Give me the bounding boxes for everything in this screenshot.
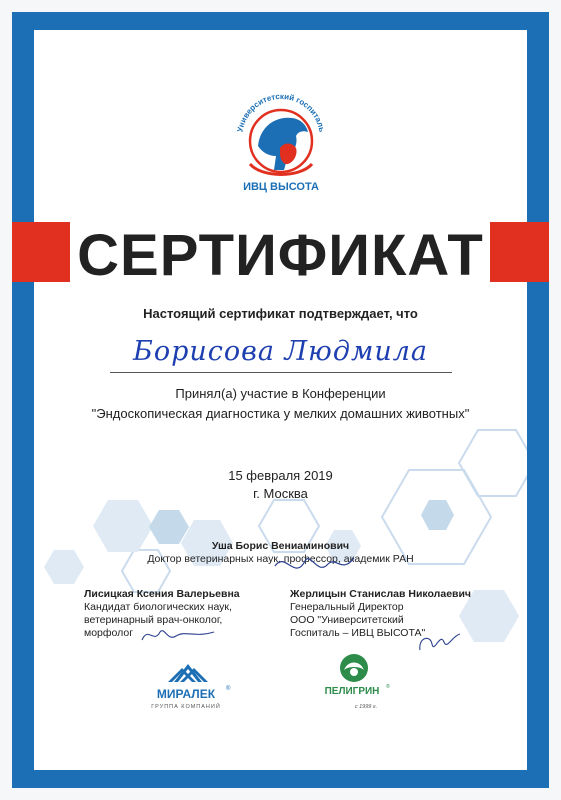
signatory-right-line2: ООО "Университетский (290, 614, 404, 626)
peligrin-reg: ® (386, 684, 390, 690)
miralek-logo (138, 656, 238, 716)
signatory-left-line3: морфолог (84, 627, 134, 639)
ivc-vysota-logo (228, 86, 334, 196)
miralek-reg: ® (226, 686, 231, 692)
miralek-tagline: ГРУППА КОМПАНИЙ (151, 704, 221, 710)
certificate-title: СЕРТИФИКАТ (77, 223, 484, 288)
signatory-right-name: Жерлицын Станислав Николаевич (290, 588, 472, 600)
peligrin-logo (314, 648, 394, 718)
cat-dog-icon (280, 144, 297, 165)
logo-brand-text: ИВЦ ВЫСОТА (243, 181, 319, 193)
signatory-right-line1: Генеральный Директор (290, 601, 404, 613)
name-underline (110, 372, 452, 373)
signature-left (138, 622, 218, 648)
signatory-center-name: Уша Борис Вениаминович (211, 540, 350, 552)
mountain-icon (168, 664, 208, 682)
recipient-name: Борисова Людмила (132, 336, 429, 367)
signatory-left-name: Лисицкая Ксения Валерьевна (84, 588, 240, 600)
signatory-center-title: Доктор ветеринарных наук, профессор, академик РАН (147, 553, 414, 565)
signatory-right-line3: Госпиталь – ИВЦ ВЫСОТА" (290, 627, 426, 639)
conference-title: "Эндоскопическая диагностика у мелких домашних животных" (91, 406, 470, 421)
event-city: г. Москва (253, 486, 308, 501)
peligrin-name: ПЕЛИГРИН (324, 686, 380, 697)
event-date: 15 февраля 2019 (228, 468, 333, 483)
pelican-icon (340, 654, 368, 682)
signatory-left-line2: ветеринарный врач-онколог, (84, 614, 223, 626)
signature-right (414, 628, 464, 662)
confirm-text: Настоящий сертификат подтверждает, что (143, 306, 418, 321)
signatory-left-line1: Кандидат биологических наук, (84, 601, 232, 613)
logo-arc-text: Университетский госпиталь (235, 91, 327, 133)
miralek-name: МИРАЛЕК (156, 687, 216, 701)
signature-center (270, 546, 360, 586)
participation-text: Принял(а) участие в Конференции (175, 386, 386, 401)
signatory-right (290, 588, 520, 640)
peligrin-since: с 1999 г. (354, 704, 378, 710)
